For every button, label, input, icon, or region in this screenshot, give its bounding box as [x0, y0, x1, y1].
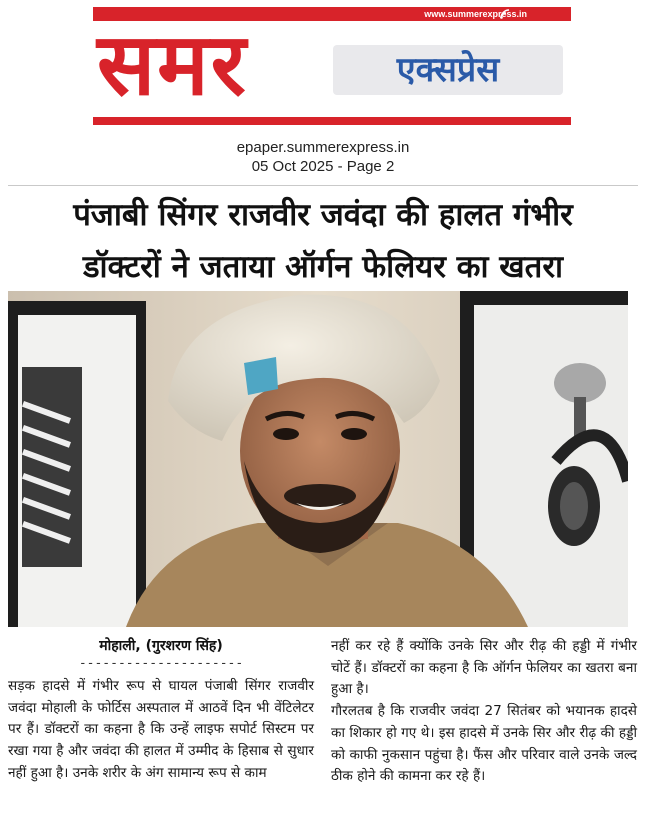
edition-date-page: 05 Oct 2025 - Page 2: [251, 158, 395, 175]
masthead-title: समर: [97, 15, 248, 115]
article-column-left: [8, 636, 314, 785]
article-column-right: [331, 636, 637, 788]
epaper-site[interactable]: epaper.summerexpress.in: [236, 139, 410, 156]
masthead-subtitle-box: [333, 45, 563, 95]
masthead-url[interactable]: www.summerexpress.in: [424, 9, 527, 19]
masthead-bottom-bar: [93, 117, 571, 125]
article-paragraph: गौरलतब है कि राजवीर जवंदा 27 सितंबर को भयानक हादसे का शिकार हो गए थे। इस हादसे में उनके सिर और रीढ़ की हड्डी को काफी नुकसान पहुंचा है। फैंस और परिवार वाले उनके जल्द ठीक होने की कामना कर रहे हैं।: [331, 703, 637, 785]
article-paragraph: सड़क हादसे में गंभीर रूप से घायल पंजाबी सिंगर राजवीर जवंदा मोहाली के फोर्टिस अस्पताल में आठवें दिन भी वेंटिलेटर पर हैं। डॉक्टरों का कहना है कि उन्हें लाइफ सपोर्ट सिस्टम पर रखा गया है और जवंदा की हालत में उम्मीद के हिसाब से सुधार नहीं हुआ है। उनके शरीर के अंग सामान्य रूप से काम: [8, 678, 314, 781]
article-paragraph: नहीं कर रहे हैं क्योंकि उनके सिर और रीढ़ की हड्डी में गंभीर चोटें हैं। डॉक्टरों का कहना है कि ऑर्गन फेलियर का खतरा बना हुआ है।: [331, 638, 637, 698]
dateline-separator: ---------------------: [78, 656, 244, 671]
masthead: [93, 7, 571, 125]
article-photo: [8, 291, 628, 627]
singer-portrait-image: [8, 291, 628, 627]
headline-line-1: पंजाबी सिंगर राजवीर जवंदा की हालत गंभीर: [73, 197, 573, 233]
dateline: मोहाली, (गुरशरण सिंह): [99, 638, 223, 654]
divider: [8, 185, 638, 186]
masthead-subtitle: एक्सप्रेस: [396, 50, 500, 90]
headline-line-2: डॉक्टरों ने जताया ऑर्गन फेलियर का खतरा: [82, 249, 564, 285]
